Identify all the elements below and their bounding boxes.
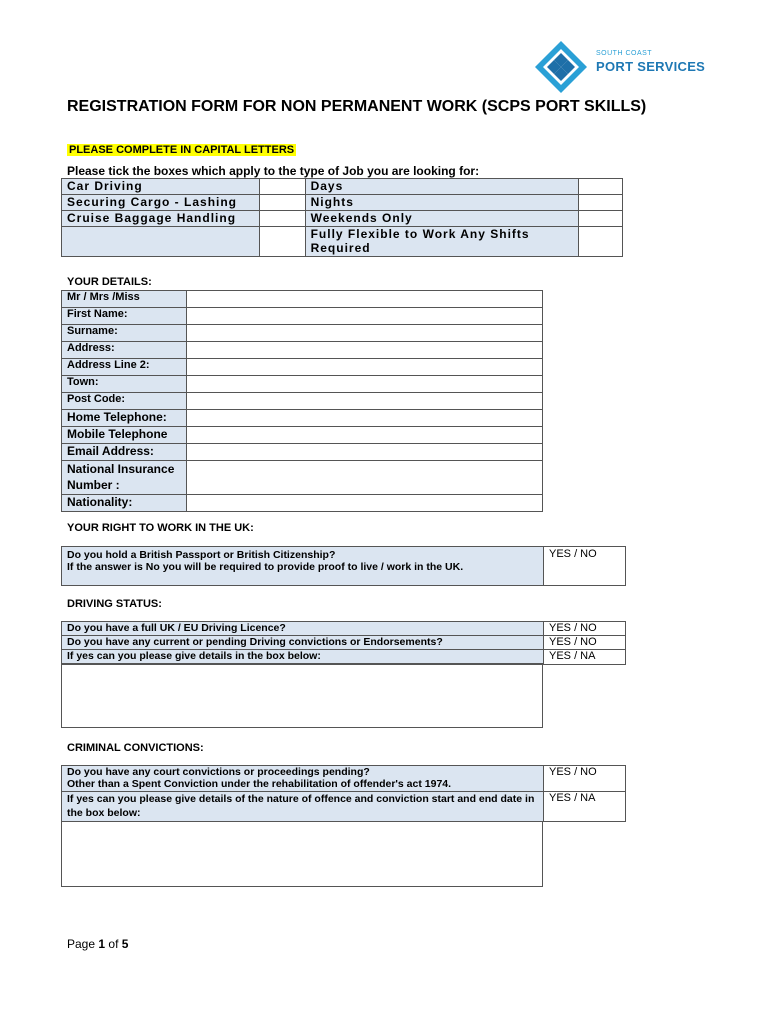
field-first-name-input[interactable]	[187, 308, 543, 325]
right-to-work-q2: If the answer is No you will be required to provide proof to live / work in the UK.	[67, 561, 464, 573]
job-empty	[62, 227, 260, 257]
shift-flexible: Fully Flexible to Work Any Shifts Required	[305, 227, 578, 257]
field-surname-label: Surname:	[62, 325, 187, 342]
field-mobile-label: Mobile Telephone	[62, 427, 187, 444]
field-surname-input[interactable]	[187, 325, 543, 342]
field-address2-input[interactable]	[187, 359, 543, 376]
job-cruise-baggage: Cruise Baggage Handling	[62, 211, 260, 227]
criminal-details-box[interactable]	[61, 821, 543, 887]
page-word: Page	[67, 937, 96, 951]
tick-box-cruise-baggage[interactable]	[259, 211, 305, 227]
page-total: 5	[121, 937, 129, 951]
field-title-input[interactable]	[187, 291, 543, 308]
page-number: 1	[98, 937, 106, 951]
right-to-work-q1: Do you hold a British Passport or British Citizenship?	[67, 549, 336, 561]
tick-box-nights[interactable]	[579, 195, 623, 211]
of-word: of	[108, 937, 119, 951]
field-email-input[interactable]	[187, 444, 543, 461]
field-first-name-label: First Name:	[62, 308, 187, 325]
field-postcode-input[interactable]	[187, 393, 543, 410]
driving-table	[61, 621, 626, 665]
driving-q1: Do you have a full UK / EU Driving Licence?	[62, 622, 544, 636]
tick-box-securing-cargo[interactable]	[259, 195, 305, 211]
field-postcode-label: Post Code:	[62, 393, 187, 410]
field-town-input[interactable]	[187, 376, 543, 393]
field-address2-label: Address Line 2:	[62, 359, 187, 376]
job-type-table	[61, 178, 623, 257]
driving-a2[interactable]: YES / NO	[544, 636, 626, 650]
tick-box-days[interactable]	[579, 179, 623, 195]
driving-a3[interactable]: YES / NA	[544, 650, 626, 665]
shift-days: Days	[305, 179, 578, 195]
driving-heading: DRIVING STATUS:	[67, 598, 162, 610]
job-instruction: Please tick the boxes which apply to the type of Job you are looking for:	[67, 164, 480, 178]
tick-box-empty[interactable]	[259, 227, 305, 257]
criminal-a1[interactable]: YES / NO	[544, 766, 626, 792]
tick-box-flexible[interactable]	[579, 227, 623, 257]
job-car-driving: Car Driving	[62, 179, 260, 195]
details-heading: YOUR DETAILS:	[67, 276, 152, 288]
driving-q3: If yes can you please give details in the box below:	[62, 650, 544, 665]
field-ni-input[interactable]	[187, 461, 543, 495]
criminal-q1: Do you have any court convictions or proceedings pending?	[67, 766, 370, 778]
diamond-logo-icon	[533, 39, 589, 95]
job-securing-cargo: Securing Cargo - Lashing	[62, 195, 260, 211]
field-email-label: Email Address:	[62, 444, 187, 461]
right-to-work-answer[interactable]: YES / NO	[544, 547, 626, 586]
shift-weekends: Weekends Only	[305, 211, 578, 227]
driving-q2: Do you have any current or pending Driving convictions or Endorsements?	[62, 636, 544, 650]
capital-letters-notice: PLEASE COMPLETE IN CAPITAL LETTERS	[69, 144, 295, 156]
field-home-phone-input[interactable]	[187, 410, 543, 427]
field-address-input[interactable]	[187, 342, 543, 359]
page-footer	[67, 937, 128, 951]
field-home-phone-label: Home Telephone:	[62, 410, 187, 427]
logo-line2: PORT SERVICES	[596, 59, 706, 74]
field-mobile-input[interactable]	[187, 427, 543, 444]
driving-a1[interactable]: YES / NO	[544, 622, 626, 636]
company-logo	[533, 42, 713, 92]
criminal-heading: CRIMINAL CONVICTIONS:	[67, 742, 204, 754]
field-address-label: Address:	[62, 342, 187, 359]
criminal-a2[interactable]: YES / NA	[544, 792, 626, 822]
field-title-label: Mr / Mrs /Miss	[62, 291, 187, 308]
tick-box-weekends[interactable]	[579, 211, 623, 227]
right-to-work-table	[61, 546, 626, 586]
page-title: REGISTRATION FORM FOR NON PERMANENT WORK (SCPS PORT SKILLS)	[67, 98, 647, 115]
driving-details-box[interactable]	[61, 663, 543, 728]
field-town-label: Town:	[62, 376, 187, 393]
criminal-q3: If yes can you please give details of the nature of offence and conviction start and end date in the box below:	[62, 792, 544, 822]
criminal-table	[61, 765, 626, 822]
field-nationality-label: Nationality:	[62, 495, 187, 512]
shift-nights: Nights	[305, 195, 578, 211]
details-table	[61, 290, 543, 512]
tick-box-car-driving[interactable]	[259, 179, 305, 195]
field-nationality-input[interactable]	[187, 495, 543, 512]
criminal-q2: Other than a Spent Conviction under the rehabilitation of offender's act 1974.	[67, 778, 452, 790]
right-to-work-heading: YOUR RIGHT TO WORK IN THE UK:	[67, 522, 254, 534]
field-ni-label: National Insurance Number :	[62, 461, 187, 495]
logo-line1: SOUTH COAST	[596, 50, 653, 57]
